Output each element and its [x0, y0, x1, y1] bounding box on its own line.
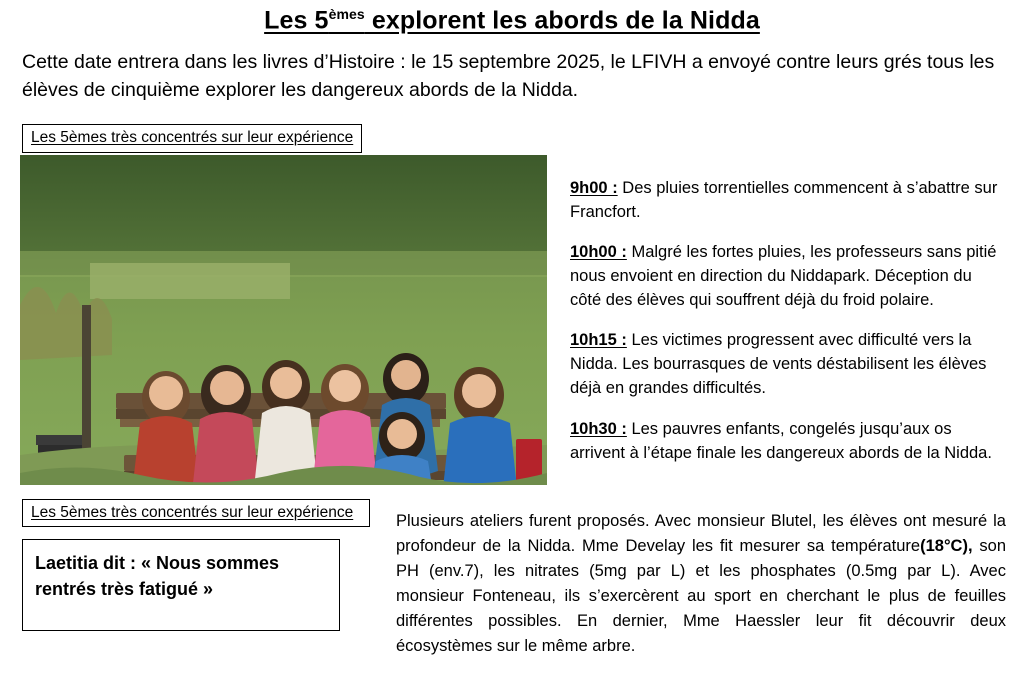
lower-left-column	[18, 487, 386, 631]
timeline-entry-text: Les pauvres enfants, congelés jusqu’aux os arrivent à l’étape finale les dangereux abords de la Nidda.	[570, 419, 992, 462]
timeline-entry-time: 9h00 :	[570, 178, 618, 197]
timeline-column	[548, 124, 1006, 478]
timeline-entry-time: 10h15 :	[570, 331, 627, 350]
quote-box: Laetitia dit : « Nous sommes rentrés très fatigué »	[22, 539, 340, 631]
photo-caption-top	[22, 124, 362, 152]
page-title-text	[264, 6, 760, 35]
timeline-entry-time: 10h00 :	[570, 243, 627, 262]
intro-paragraph: Cette date entrera dans les livres d’Histoire : le 15 septembre 2025, le LFIVH a envoyé contre leurs grés tous les élèves de cinquième explorer les dangereux abords de la Nidda.	[22, 51, 995, 102]
title-part-2: explorent les abords de la Nidda	[364, 6, 760, 35]
main-columns	[18, 124, 1006, 484]
photo-caption-bottom	[22, 499, 370, 527]
timeline-entry	[570, 418, 1006, 466]
timeline-entry	[570, 329, 1006, 401]
timeline-entry-text: Les victimes progressent avec difficulté vers la Nidda. Les bourrasques de vents déstabilisent les élèves déjà en grandes difficultés.	[570, 331, 987, 398]
workshops-paragraph-part-2: son PH (env.7), les nitrates (5mg par L) et les phosphates (0.5mg par L). Avec monsieur Fonteneau, ils s’exercèrent au sport en cherchant le plus de feuilles différentes possibles. En dernier, Mme Haessler leur fit découvrir deux écosystèmes sur le même arbre.	[396, 537, 1006, 656]
title-superscript: èmes	[328, 6, 365, 22]
workshops-paragraph	[396, 503, 1006, 659]
timeline-entry-text: Des pluies torrentielles commencent à s’abattre sur Francfort.	[570, 178, 998, 221]
photo-caption-bottom-text: Les 5èmes très concentrés sur leur expérience	[31, 503, 354, 521]
timeline-entry	[570, 241, 1006, 313]
photo-caption-top-text: Les 5èmes très concentrés sur leur expérience	[31, 129, 354, 147]
workshops-paragraph-part-1: Plusieurs ateliers furent proposés. Avec monsieur Blutel, les élèves ont mesuré la profondeur de la Nidda. Mme Develay les fit mesurer sa température	[396, 512, 1006, 556]
photo-illustration	[20, 155, 547, 485]
lower-right-column	[386, 487, 1006, 676]
timeline-entry-time: 10h30 :	[570, 419, 627, 438]
page-title	[18, 0, 1006, 35]
workshops-temperature-value: (18°C),	[920, 537, 973, 556]
title-part-1: Les 5	[264, 6, 329, 35]
timeline-entry	[570, 177, 1006, 225]
lower-columns	[18, 487, 1006, 676]
left-column	[18, 124, 548, 484]
timeline-entry-text: Malgré les fortes pluies, les professeurs sans pitié nous envoient en direction du Niddapark. Déception du côté des élèves qui souffrent déjà du froid polaire.	[570, 243, 997, 309]
photo-students-picnic-table	[20, 155, 547, 485]
